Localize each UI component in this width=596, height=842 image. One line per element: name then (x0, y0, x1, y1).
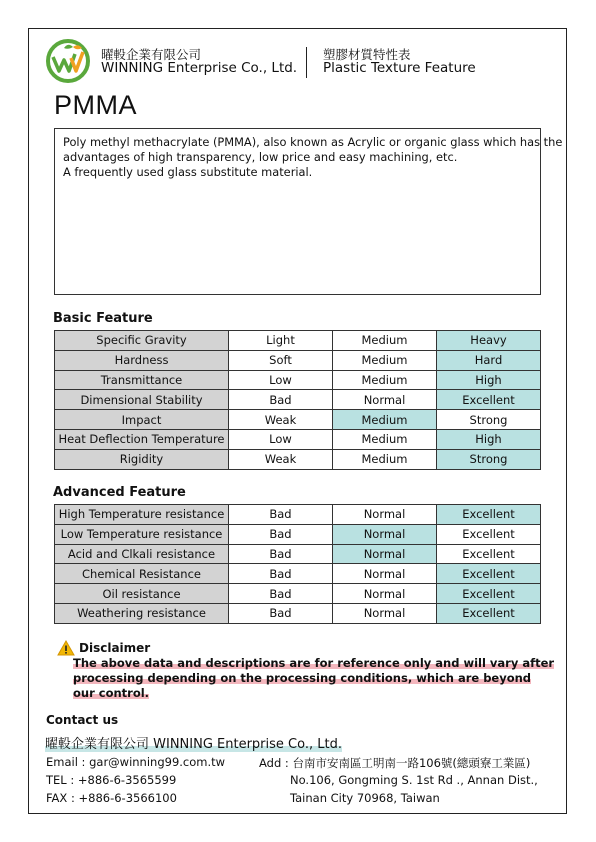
disclaimer-title: Disclaimer (79, 641, 151, 655)
feature-label: Acid and Clkali resistance (55, 544, 229, 564)
basic-feature-title: Basic Feature (53, 311, 153, 326)
feature-row (55, 603, 541, 623)
feature-level: Weak (229, 410, 333, 430)
company-name-zh: 曜軗企業有限公司 (101, 47, 202, 62)
advanced-feature-table (54, 504, 541, 624)
feature-level-selected: Strong (437, 449, 541, 469)
description-box (54, 128, 563, 295)
contact-title: Contact us (46, 713, 119, 727)
basic-feature-table (54, 330, 541, 470)
contact-company (45, 733, 342, 752)
feature-level: Strong (437, 410, 541, 430)
feature-level: Light (229, 331, 333, 351)
feature-level-selected: High (437, 370, 541, 390)
doc-title-zh: 塑膠材質特性表 (323, 47, 411, 62)
feature-label: Low Temperature resistance (55, 524, 229, 544)
feature-label: Impact (55, 410, 229, 430)
feature-level-selected: High (437, 429, 541, 449)
contact-fax: FAX : +886-6-3566100 (46, 791, 177, 805)
feature-level: Low (229, 429, 333, 449)
feature-row (55, 564, 541, 584)
feature-level: Bad (229, 524, 333, 544)
feature-label: Dimensional Stability (55, 390, 229, 410)
contact-company-text: 曜軗企業有限公司 WINNING Enterprise Co., Ltd. (45, 737, 342, 752)
feature-level: Bad (229, 390, 333, 410)
description-line: advantages of high transparency, low price and easy machining, etc. (63, 150, 458, 164)
contact-address-zh: Add : 台南市安南區工明南一路106號(總頭寮工業區) (259, 756, 531, 770)
feature-level: Normal (333, 603, 437, 623)
description-line: A frequently used glass substitute material. (63, 165, 313, 179)
contact-email: Email : gar@winning99.com.tw (46, 755, 226, 769)
feature-level: Soft (229, 350, 333, 370)
feature-level: Bad (229, 584, 333, 604)
feature-level: Medium (333, 350, 437, 370)
feature-label: Transmittance (55, 370, 229, 390)
feature-label: Weathering resistance (55, 603, 229, 623)
feature-row (55, 390, 541, 410)
contact-address-en-line2: Tainan City 70968, Taiwan (290, 791, 440, 805)
disclaimer-line: processing depending on the processing conditions, which are beyond (73, 671, 532, 685)
feature-label: Oil resistance (55, 584, 229, 604)
feature-row (55, 331, 541, 351)
feature-row (55, 584, 541, 604)
feature-level-selected: Hard (437, 350, 541, 370)
feature-level: Weak (229, 449, 333, 469)
feature-level: Normal (333, 505, 437, 525)
feature-label: Hardness (55, 350, 229, 370)
feature-row (55, 370, 541, 390)
feature-level: Bad (229, 564, 333, 584)
feature-level-selected: Heavy (437, 331, 541, 351)
feature-level: Low (229, 370, 333, 390)
feature-label: High Temperature resistance (55, 505, 229, 525)
company-name-en: WINNING Enterprise Co., Ltd. (101, 60, 298, 76)
feature-label: Rigidity (55, 449, 229, 469)
feature-row (55, 410, 541, 430)
feature-level: Medium (333, 449, 437, 469)
contact-address-en-line1: No.106, Gongming S. 1st Rd ., Annan Dist., (290, 773, 538, 787)
feature-level: Medium (333, 331, 437, 351)
feature-level-selected: Medium (333, 410, 437, 430)
feature-row (55, 429, 541, 449)
feature-level-selected: Excellent (437, 564, 541, 584)
feature-row (55, 544, 541, 564)
feature-level: Normal (333, 564, 437, 584)
feature-row (55, 505, 541, 525)
feature-level: Excellent (437, 544, 541, 564)
feature-level-selected: Excellent (437, 584, 541, 604)
feature-level: Normal (333, 584, 437, 604)
feature-label: Chemical Resistance (55, 564, 229, 584)
feature-level: Bad (229, 603, 333, 623)
disclaimer-line: our control. (73, 686, 150, 700)
feature-level: Normal (333, 390, 437, 410)
disclaimer-text (73, 656, 554, 701)
feature-level-selected: Excellent (437, 390, 541, 410)
feature-level: Medium (333, 429, 437, 449)
contact-tel: TEL : +886-6-3565599 (46, 773, 177, 787)
feature-level-selected: Excellent (437, 505, 541, 525)
doc-title-en: Plastic Texture Feature (323, 60, 476, 76)
feature-level: Excellent (437, 524, 541, 544)
warning-icon (57, 640, 75, 656)
winning-logo-icon (45, 38, 91, 84)
header-divider (306, 47, 307, 78)
feature-level: Bad (229, 505, 333, 525)
feature-level: Bad (229, 544, 333, 564)
feature-level-selected: Excellent (437, 603, 541, 623)
material-name: PMMA (54, 90, 137, 120)
feature-row (55, 350, 541, 370)
feature-level: Medium (333, 370, 437, 390)
disclaimer-line: The above data and descriptions are for reference only and will vary after (73, 656, 555, 670)
feature-level-selected: Normal (333, 544, 437, 564)
feature-row (55, 449, 541, 469)
feature-row (55, 524, 541, 544)
feature-label: Specific Gravity (55, 331, 229, 351)
advanced-feature-title: Advanced Feature (53, 485, 186, 500)
description-line: Poly methyl methacrylate (PMMA), also known as Acrylic or organic glass which has the (63, 135, 563, 149)
feature-label: Heat Deflection Temperature (55, 429, 229, 449)
feature-level-selected: Normal (333, 524, 437, 544)
